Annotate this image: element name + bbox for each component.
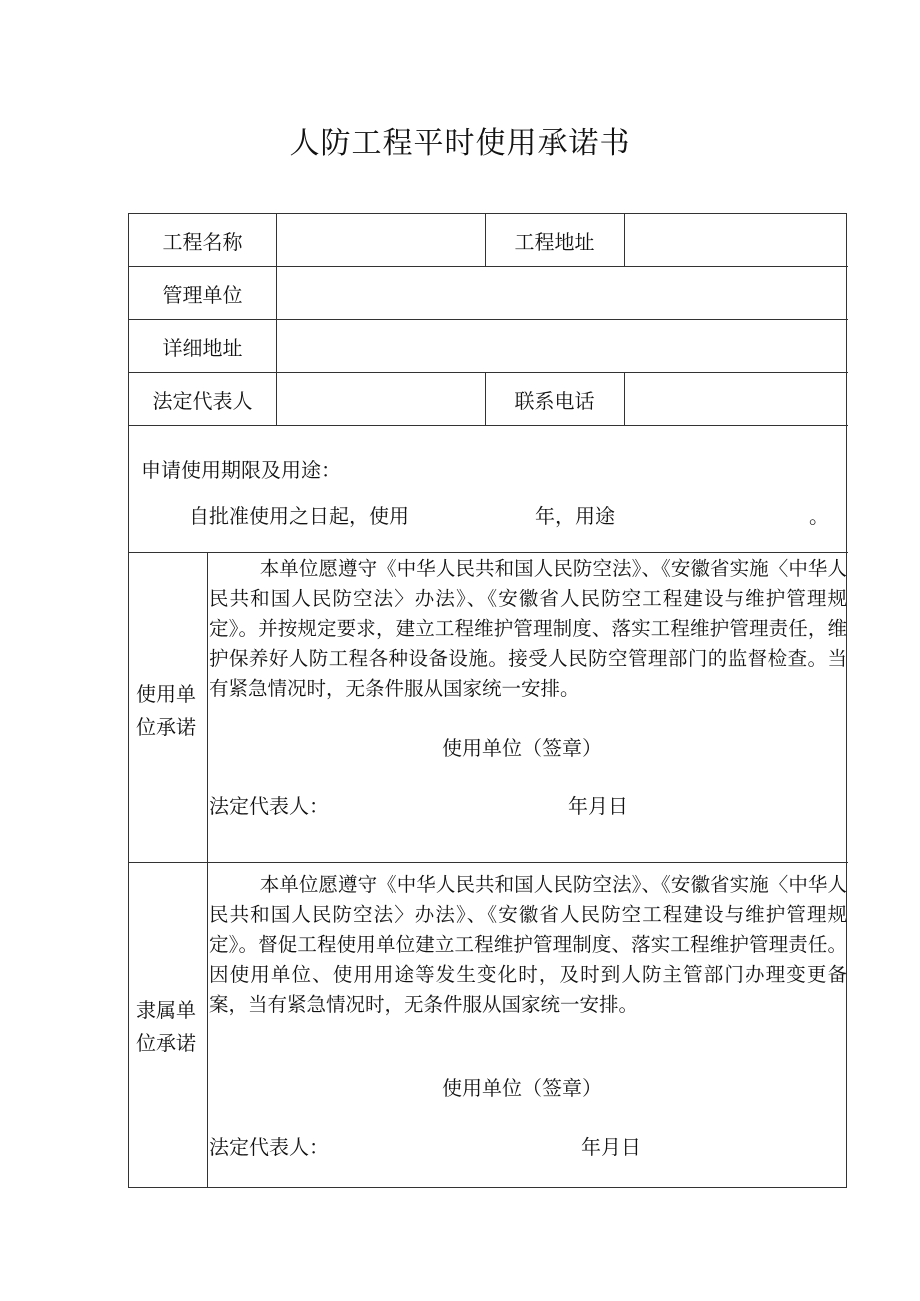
owner-commitment-paragraph: 本单位愿遵守《中华人民共和国人民防空法》、《安徽省实施〈中华人民共和国人民防空法〉办法》、《安徽省人民防空工程建设与维护管理规定》。督促工程使用单位建立工程维护管理制度、落实工程维护管理责任。因使用单位、使用用途等发生变化时，及时到人防主管部门办理变更备案，当有紧急情况时，无条件服从国家统一安排。 bbox=[209, 873, 847, 1016]
row-divider bbox=[129, 552, 848, 553]
management-unit-field[interactable] bbox=[277, 268, 846, 318]
legal-rep-label: 法定代表人 bbox=[152, 388, 253, 413]
owner-commitment-date: 年月日 bbox=[581, 1135, 641, 1159]
user-commitment-date: 年月日 bbox=[568, 794, 628, 818]
project-name-label: 工程名称 bbox=[162, 229, 243, 254]
user-commitment-paragraph: 本单位愿遵守《中华人民共和国人民防空法》、《安徽省实施〈中华人民共和国人民防空法〉办法》、《安徽省人民防空工程建设与维护管理规定》。并按规定要求，建立工程维护管理制度、落实工程维护管理责任，维护保养好人防工程各种设备设施。接受人民防空管理部门的监督检查。当有紧急情况时，无条件服从国家统一安排。 bbox=[209, 557, 847, 700]
usage-from-text: 自批准使用之日起，使用 bbox=[189, 504, 409, 528]
document-title: 人防工程平时使用承诺书 bbox=[289, 126, 631, 161]
usage-years-field[interactable] bbox=[429, 500, 529, 526]
owner-commitment-seal: 使用单位（签章） bbox=[442, 1076, 602, 1100]
owner-commitment-legal-rep: 法定代表人： bbox=[209, 1135, 329, 1159]
detailed-address-label: 详细地址 bbox=[162, 335, 243, 360]
commitment-form-table bbox=[128, 213, 847, 1188]
usage-purpose-field[interactable] bbox=[629, 500, 799, 526]
legal-rep-field[interactable] bbox=[277, 374, 484, 424]
project-address-field[interactable] bbox=[625, 215, 846, 265]
management-unit-label: 管理单位 bbox=[162, 282, 243, 307]
usage-end-mark: 。 bbox=[809, 504, 829, 528]
phone-field[interactable] bbox=[625, 374, 846, 424]
project-address-label: 工程地址 bbox=[514, 229, 595, 254]
detailed-address-field[interactable] bbox=[277, 321, 846, 371]
user-commitment-legal-rep: 法定代表人： bbox=[209, 794, 329, 818]
row-divider bbox=[129, 425, 848, 426]
owner-commitment-label: 隶属单位承诺 bbox=[136, 998, 196, 1055]
usage-heading: 申请使用期限及用途： bbox=[141, 458, 341, 482]
user-commitment-seal: 使用单位（签章） bbox=[442, 736, 602, 760]
column-divider bbox=[207, 552, 208, 1188]
user-commitment-label: 使用单位承诺 bbox=[136, 682, 196, 739]
project-name-field[interactable] bbox=[277, 215, 484, 265]
usage-year-text: 年，用途 bbox=[535, 504, 615, 528]
phone-label: 联系电话 bbox=[514, 388, 595, 413]
row-divider bbox=[129, 862, 848, 863]
